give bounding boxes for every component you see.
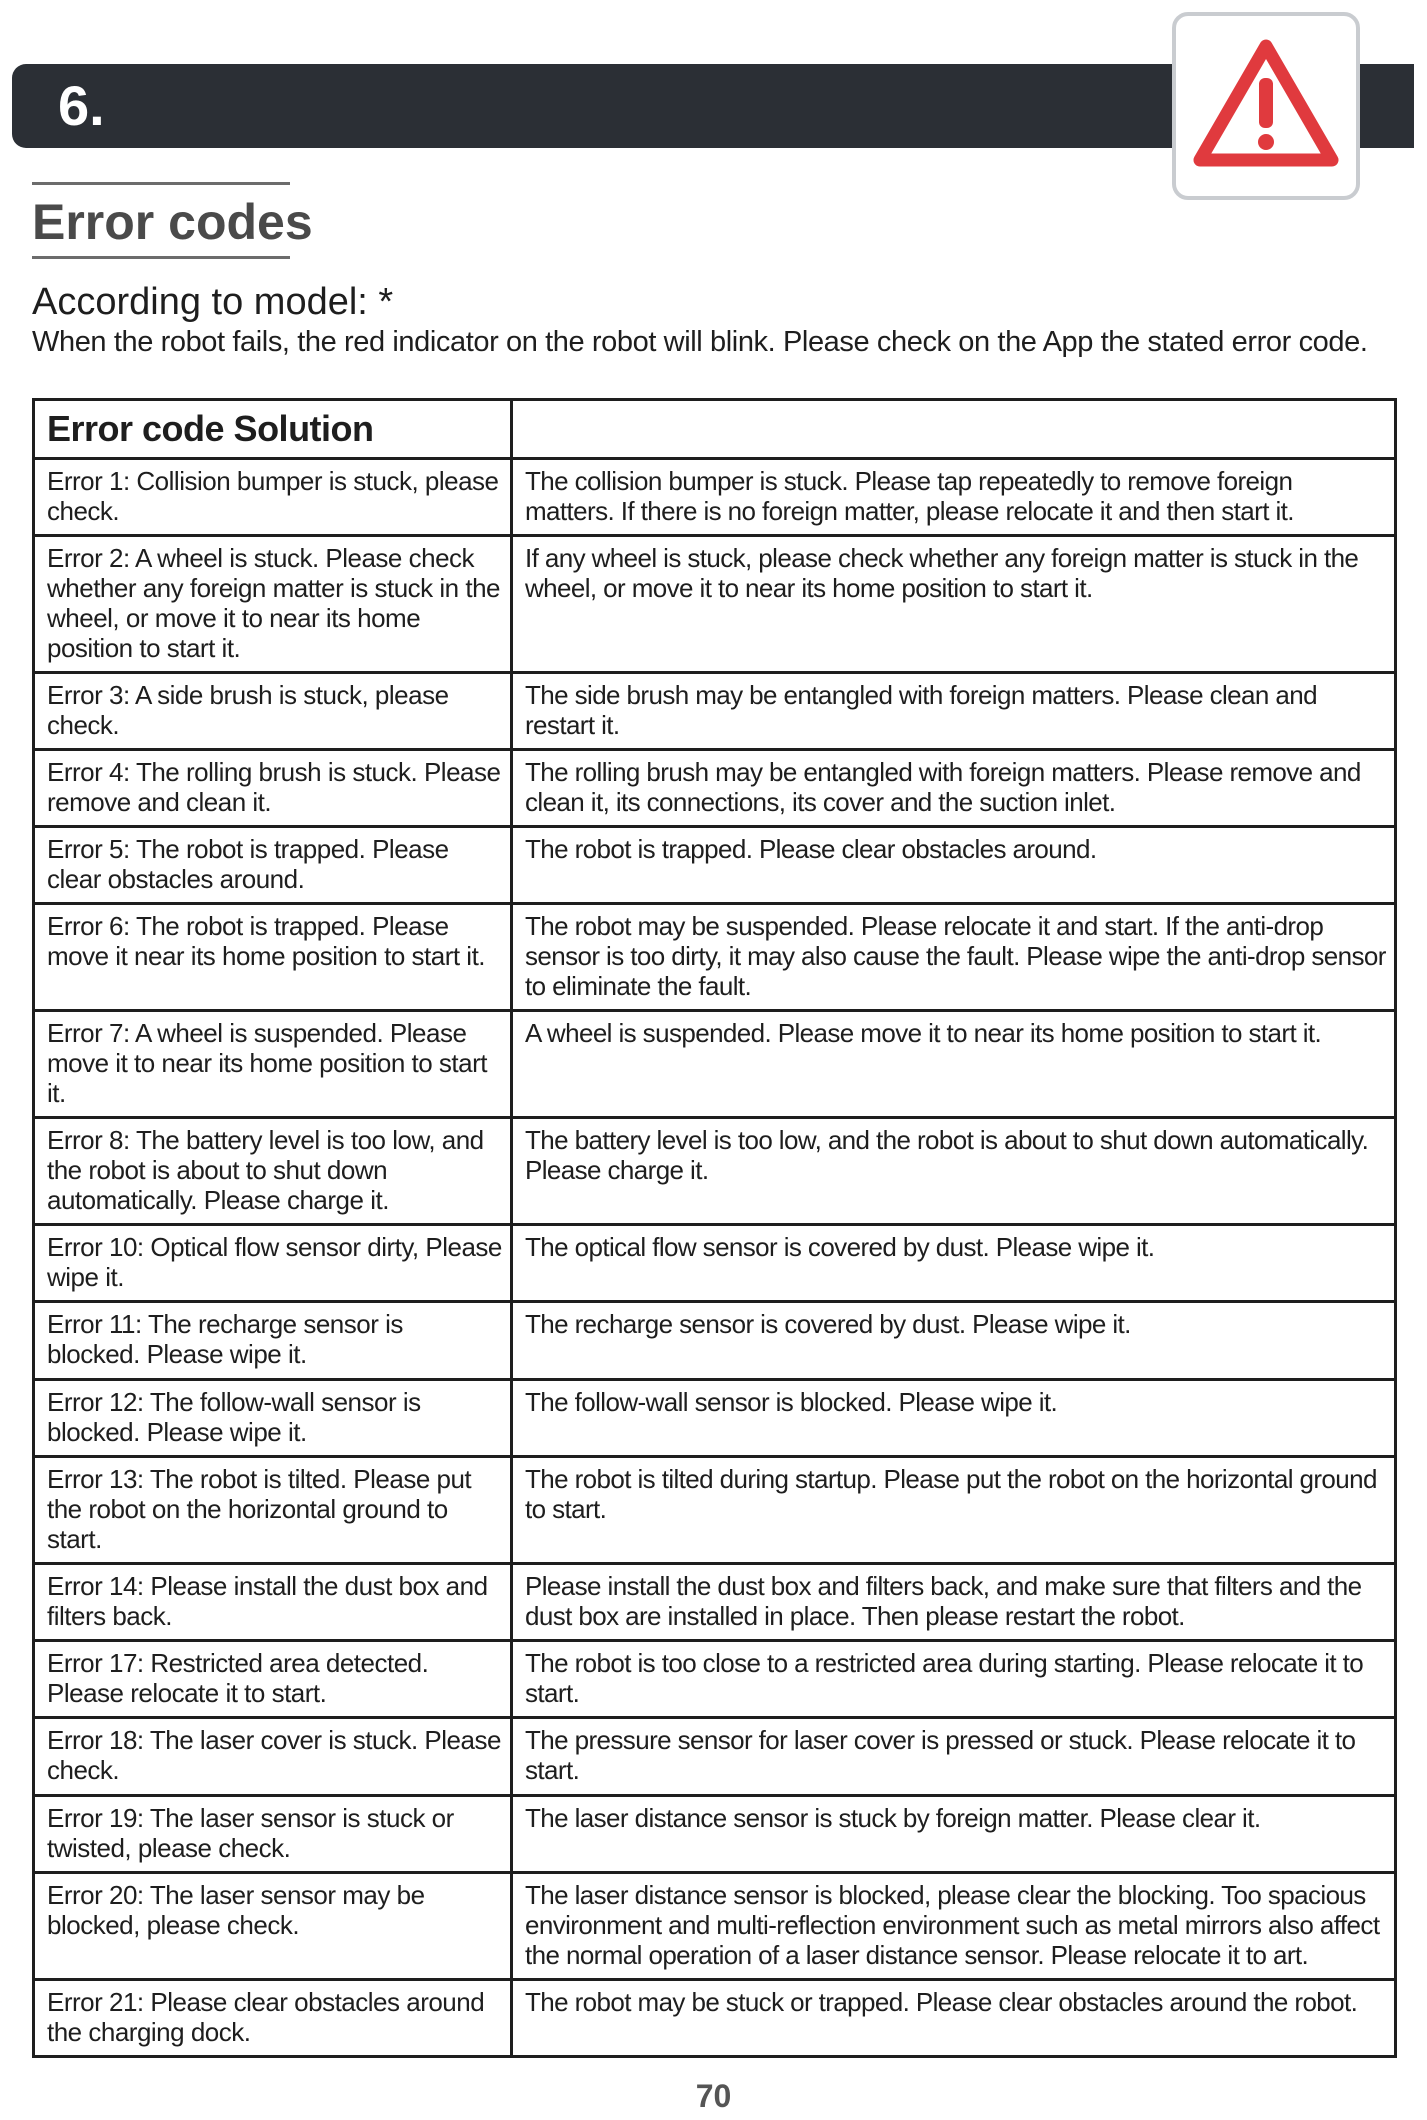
table-row: [34, 1873, 1396, 1980]
error-cell: Error 6: The robot is trapped. Please move it near its home position to start it.: [34, 904, 512, 1011]
table-row: [34, 1302, 1396, 1380]
solution-cell: The optical flow sensor is covered by dust. Please wipe it.: [512, 1225, 1396, 1302]
warning-triangle-icon: [1192, 38, 1340, 170]
solution-cell: If any wheel is stuck, please check whether any foreign matter is stuck in the wheel, or move it to near its home position to start it.: [512, 536, 1396, 673]
page-title: Error codes: [32, 194, 313, 250]
error-cell: Error 8: The battery level is too low, and the robot is about to shut down automatically. Please charge it.: [34, 1118, 512, 1225]
table-header-row: [34, 400, 1396, 459]
table-row: [34, 1796, 1396, 1873]
error-cell: Error 17: Restricted area detected. Please relocate it to start.: [34, 1641, 512, 1718]
error-cell: Error 19: The laser sensor is stuck or twisted, please check.: [34, 1796, 512, 1873]
solution-cell: A wheel is suspended. Please move it to near its home position to start it.: [512, 1011, 1396, 1118]
error-cell: Error 4: The rolling brush is stuck. Please remove and clean it.: [34, 750, 512, 827]
table-row: [34, 827, 1396, 904]
error-cell: Error 11: The recharge sensor is blocked. Please wipe it.: [34, 1302, 512, 1380]
error-cell: Error 18: The laser cover is stuck. Please check.: [34, 1718, 512, 1796]
solution-cell: Please install the dust box and filters back, and make sure that filters and the dust box are installed in place. Then please restart the robot.: [512, 1564, 1396, 1641]
table-row: [34, 1718, 1396, 1796]
error-cell: Error 7: A wheel is suspended. Please move it to near its home position to start it.: [34, 1011, 512, 1118]
table-header-error: Error code Solution: [34, 400, 512, 459]
error-cell: Error 5: The robot is trapped. Please clear obstacles around.: [34, 827, 512, 904]
title-rule-bottom: [32, 256, 290, 259]
table-row: [34, 459, 1396, 536]
solution-cell: The rolling brush may be entangled with foreign matters. Please remove and clean it, its connections, its cover and the suction inlet.: [512, 750, 1396, 827]
table-header-solution: [512, 400, 1396, 459]
table-row: [34, 904, 1396, 1011]
error-cell: Error 14: Please install the dust box and filters back.: [34, 1564, 512, 1641]
solution-cell: The robot is too close to a restricted area during starting. Please relocate it to start.: [512, 1641, 1396, 1718]
table-row: [34, 1118, 1396, 1225]
error-cell: Error 20: The laser sensor may be blocked, please check.: [34, 1873, 512, 1980]
error-cell: Error 10: Optical flow sensor dirty, Please wipe it.: [34, 1225, 512, 1302]
solution-cell: The follow-wall sensor is blocked. Please wipe it.: [512, 1380, 1396, 1457]
solution-cell: The robot is trapped. Please clear obstacles around.: [512, 827, 1396, 904]
table-row: [34, 1980, 1396, 2057]
solution-cell: The battery level is too low, and the robot is about to shut down automatically. Please charge it.: [512, 1118, 1396, 1225]
error-cell: Error 13: The robot is tilted. Please put the robot on the horizontal ground to start.: [34, 1457, 512, 1564]
error-cell: Error 3: A side brush is stuck, please check.: [34, 673, 512, 750]
error-cell: Error 21: Please clear obstacles around the charging dock.: [34, 1980, 512, 2057]
table-row: [34, 1457, 1396, 1564]
solution-cell: The laser distance sensor is blocked, please clear the blocking. Too spacious environment and multi-reflection environment such as metal mirrors also affect the normal operation of a laser distance sensor. Please relocate it to art.: [512, 1873, 1396, 1980]
solution-cell: The laser distance sensor is stuck by foreign matter. Please clear it.: [512, 1796, 1396, 1873]
chapter-number: 6.: [58, 74, 105, 137]
table-row: [34, 1641, 1396, 1718]
table-row: [34, 1380, 1396, 1457]
solution-cell: The robot is tilted during startup. Please put the robot on the horizontal ground to start.: [512, 1457, 1396, 1564]
table-row: [34, 1564, 1396, 1641]
solution-cell: The pressure sensor for laser cover is pressed or stuck. Please relocate it to start.: [512, 1718, 1396, 1796]
solution-cell: The robot may be stuck or trapped. Please clear obstacles around the robot.: [512, 1980, 1396, 2057]
table-row: [34, 1225, 1396, 1302]
error-cell: Error 2: A wheel is stuck. Please check whether any foreign matter is stuck in the wheel, or move it to near its home position to start it.: [34, 536, 512, 673]
solution-cell: The side brush may be entangled with foreign matters. Please clean and restart it.: [512, 673, 1396, 750]
table-row: [34, 1011, 1396, 1118]
title-rule-top: [32, 182, 290, 185]
solution-cell: The collision bumper is stuck. Please tap repeatedly to remove foreign matters. If there is no foreign matter, please relocate it and then start it.: [512, 459, 1396, 536]
solution-cell: The robot may be suspended. Please relocate it and start. If the anti-drop sensor is too dirty, it may also cause the fault. Please wipe the anti-drop sensor to eliminate the fault.: [512, 904, 1396, 1011]
solution-cell: The recharge sensor is covered by dust. Please wipe it.: [512, 1302, 1396, 1380]
error-codes-table: [32, 398, 1397, 2058]
table-row: [34, 536, 1396, 673]
intro-text: When the robot fails, the red indicator on the robot will blink. Please check on the App the stated error code.: [32, 326, 1368, 358]
error-cell: Error 12: The follow-wall sensor is blocked. Please wipe it.: [34, 1380, 512, 1457]
error-cell: Error 1: Collision bumper is stuck, please check.: [34, 459, 512, 536]
model-note: According to model: *: [32, 281, 394, 323]
table-row: [34, 750, 1396, 827]
page-number: 70: [695, 2078, 732, 2114]
table-row: [34, 673, 1396, 750]
warning-badge: [1172, 12, 1360, 200]
